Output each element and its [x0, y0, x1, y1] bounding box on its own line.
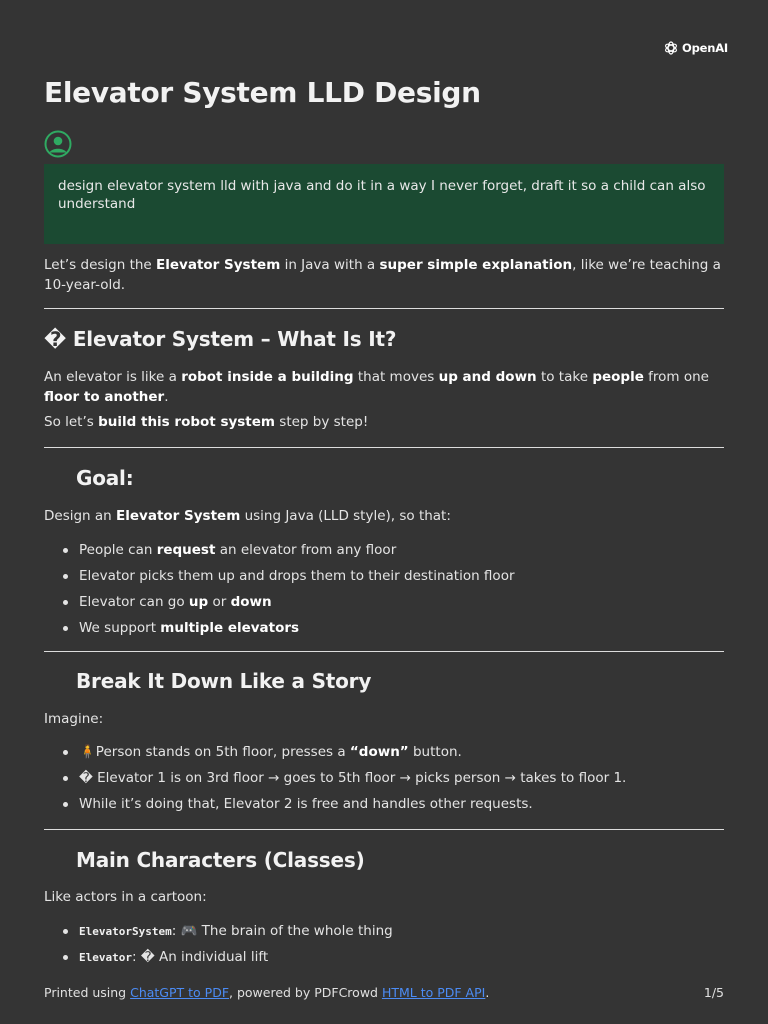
list-item: ElevatorSystem: 🎮 The brain of the whole thing — [62, 922, 722, 948]
bullet — [63, 600, 68, 605]
openai-logo — [663, 40, 728, 56]
page-footer — [44, 985, 724, 1000]
class-name-code: Elevator — [79, 951, 132, 964]
class-name-code: ElevatorSystem — [79, 925, 172, 938]
bullet — [63, 574, 68, 579]
list-item: Elevator: � An individual lift — [62, 948, 722, 974]
html-to-pdf-api-link[interactable]: HTML to PDF API — [381, 985, 486, 1000]
classes-intro: Like actors in a cartoon: — [44, 889, 207, 905]
list-item: We support multiple elevators — [62, 619, 722, 645]
step-by-step-paragraph: So let’s build this robot system step by step! — [44, 414, 369, 430]
list-item: People can request an elevator from any floor — [62, 541, 722, 567]
what-paragraph: An elevator is like a robot inside a building that moves up and down to take people from one floor to another. — [44, 369, 709, 405]
goal-list — [62, 541, 722, 645]
logo-text: OpenAI — [682, 41, 728, 55]
classes-list — [62, 922, 722, 974]
section-heading-classes: Main Characters (Classes) — [76, 848, 365, 872]
divider — [44, 651, 724, 652]
footer-credit: Printed using ChatGPT to PDF, powered by PDFCrowd HTML to PDF API. — [44, 985, 490, 1000]
page-number: 1/5 — [703, 985, 724, 1000]
user-prompt: design elevator system lld with java and do it in a way I never forget, draft it so a child can also understand — [44, 164, 724, 244]
divider — [44, 829, 724, 830]
bullet — [63, 955, 68, 960]
bullet — [63, 626, 68, 631]
goal-intro: Design an Elevator System using Java (LLD style), so that: — [44, 508, 451, 524]
story-intro: Imagine: — [44, 711, 104, 727]
list-item: While it’s doing that, Elevator 2 is free and handles other requests. — [62, 795, 722, 821]
list-item: Elevator can go up or down — [62, 593, 722, 619]
list-item: Elevator picks them up and drops them to their destination floor — [62, 567, 722, 593]
bullet — [63, 802, 68, 807]
section-heading-what: � Elevator System – What Is It? — [44, 327, 397, 351]
chatgpt-to-pdf-link[interactable]: ChatGPT to PDF — [130, 985, 230, 1000]
section-heading-goal: Goal: — [76, 466, 134, 490]
bullet — [63, 929, 68, 934]
divider — [44, 308, 724, 309]
story-list — [62, 743, 722, 821]
page-title: Elevator System LLD Design — [44, 76, 481, 109]
list-item: � Elevator 1 is on 3rd floor → goes to 5th floor → picks person → takes to floor 1. — [62, 769, 722, 795]
list-item: 🧍Person stands on 5th floor, presses a “down” button. — [62, 743, 722, 769]
section-heading-story: Break It Down Like a Story — [76, 669, 372, 693]
bullet — [63, 750, 68, 755]
user-avatar-icon — [44, 130, 72, 158]
bullet — [63, 548, 68, 553]
intro-paragraph: Let’s design the Elevator System in Java with a super simple explanation, like we’re teaching a 10-year-old. — [44, 257, 721, 293]
openai-icon — [663, 40, 679, 56]
divider — [44, 447, 724, 448]
bullet — [63, 776, 68, 781]
